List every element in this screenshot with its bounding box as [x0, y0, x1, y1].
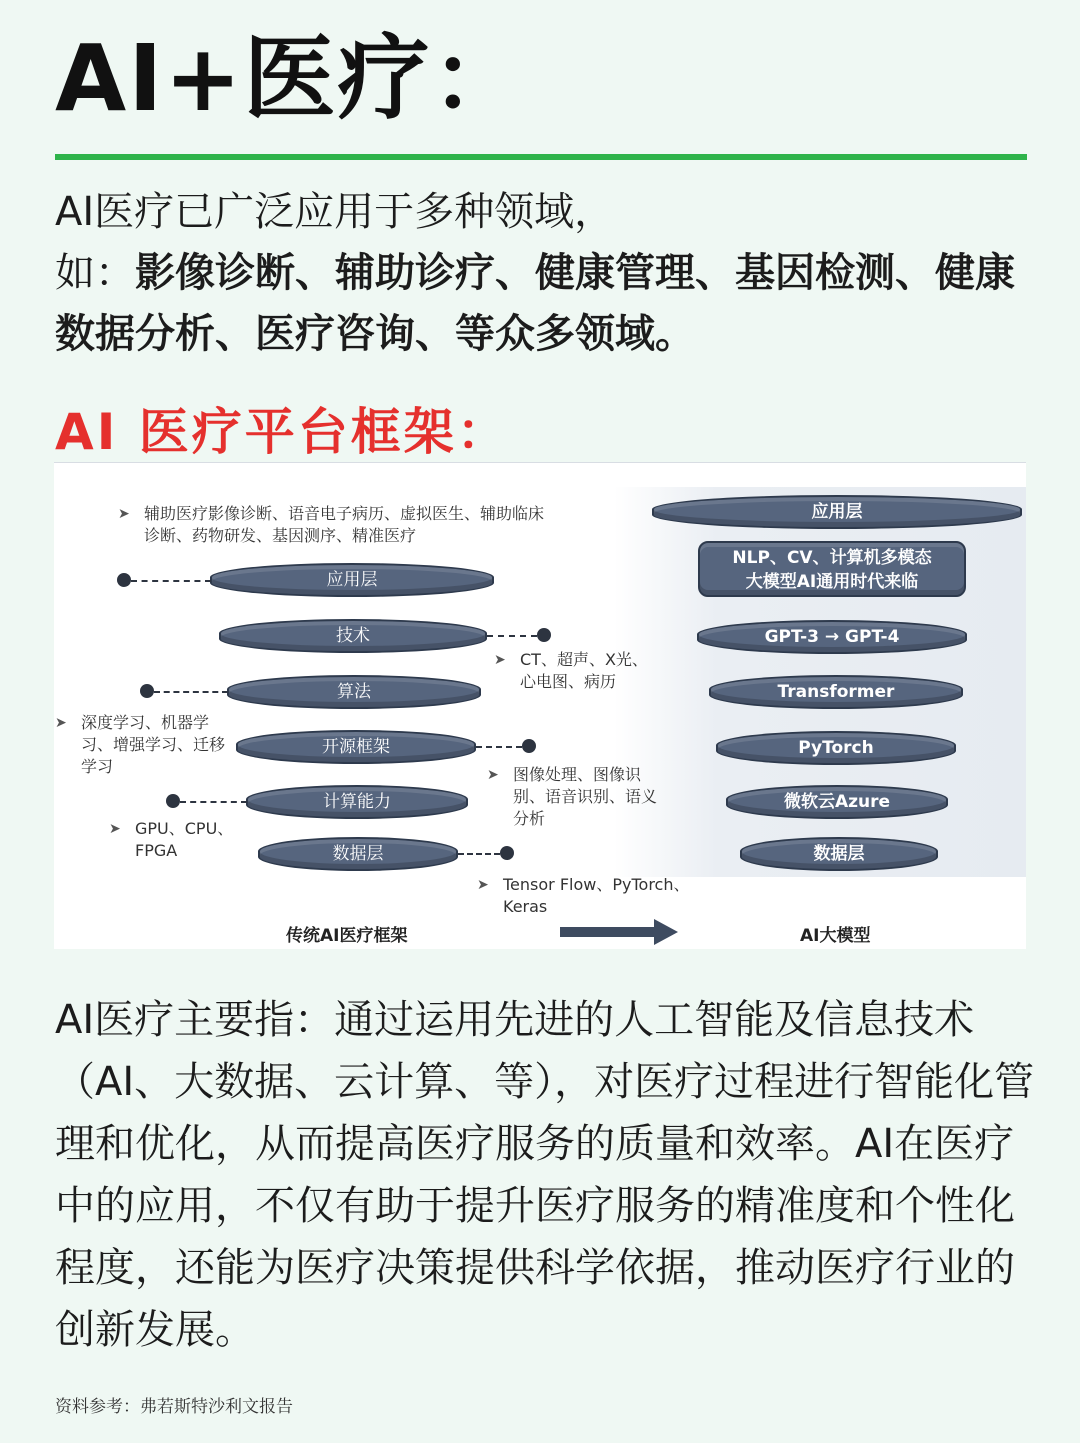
leader-line	[154, 691, 228, 693]
leader-line	[180, 801, 247, 803]
leader-line	[458, 853, 500, 855]
note-compute	[109, 818, 235, 862]
note-compute-text: GPU、CPU、FPGA	[135, 819, 234, 860]
leader-line	[487, 635, 537, 637]
trad-layer-data: 数据层	[258, 837, 458, 871]
note-algorithm-text: 深度学习、机器学习、增强学习、迁移学习	[81, 713, 226, 776]
leader-dot	[140, 684, 154, 698]
leader-dot	[117, 573, 131, 587]
note-arrow-icon: ➤	[477, 877, 489, 893]
intro-prefix: 如：	[55, 250, 135, 296]
note-data-text: Tensor Flow、PyTorch、Keras	[503, 875, 690, 916]
traditional-caption: 传统AI医疗框架	[286, 926, 408, 946]
ai-layer-azure: 微软云Azure	[726, 785, 948, 819]
intro-paragraph	[55, 182, 1035, 365]
note-data	[477, 874, 699, 918]
intro-fields	[55, 243, 1035, 365]
note-arrow-icon: ➤	[494, 652, 506, 668]
note-algorithm	[55, 712, 226, 778]
ai-layer-multimodal-line1: NLP、CV、计算机多模态	[732, 548, 932, 568]
transition-arrow-icon	[560, 919, 678, 945]
trad-layer-compute: 计算能力	[246, 785, 468, 819]
ai-layer-data: 数据层	[740, 837, 938, 871]
trad-layer-algorithm: 算法	[227, 675, 481, 709]
note-application	[118, 503, 545, 547]
ai-layer-multimodal	[698, 541, 966, 597]
trad-layer-application: 应用层	[210, 563, 494, 597]
note-technology	[494, 649, 658, 693]
intro-field-list: 影像诊断、辅助诊疗、健康管理、基因检测、健康数据分析、医疗咨询、等众多领域。	[55, 250, 1015, 357]
source-note: 资料参考：弗若斯特沙利文报告	[55, 1397, 293, 1417]
note-arrow-icon: ➤	[55, 715, 67, 731]
section-title: AI 医疗平台框架：	[55, 403, 510, 461]
trad-layer-framework: 开源框架	[236, 730, 476, 764]
title-divider	[55, 154, 1027, 160]
leader-line	[131, 580, 211, 582]
note-arrow-icon: ➤	[109, 821, 121, 837]
leader-dot	[537, 628, 551, 642]
body-paragraph: AI医疗主要指：通过运用先进的人工智能及信息技术（AI、大数据、云计算、等），对医疗过程进行智能化管理和优化，从而提高医疗服务的质量和效率。AI在医疗中的应用，不仅有助于提升医疗服务的精准度和个性化程度，还能为医疗决策提供科学依据，推动医疗行业的创新发展。	[55, 997, 1035, 1353]
ai-layer-transformer: Transformer	[709, 675, 963, 709]
leader-dot	[166, 794, 180, 808]
intro-line: AI医疗已广泛应用于多种领域，	[55, 189, 615, 235]
note-application-text: 辅助医疗影像诊断、语音电子病历、虚拟医生、辅助临床诊断、药物研发、基因测序、精准医疗	[144, 504, 545, 545]
leader-dot	[500, 846, 514, 860]
page-title: AI+医疗：	[55, 25, 526, 132]
leader-line	[476, 746, 522, 748]
ai-model-caption: AI大模型	[800, 926, 871, 946]
leader-dot	[522, 739, 536, 753]
note-arrow-icon: ➤	[118, 506, 130, 522]
ai-layer-application: 应用层	[652, 495, 1022, 529]
trad-layer-technology: 技术	[219, 619, 487, 653]
note-framework-text: 图像处理、图像识别、语音识别、语义分析	[513, 765, 658, 828]
ai-layer-gpt: GPT-3 → GPT-4	[697, 620, 967, 654]
ai-layer-multimodal-line2: 大模型AI通用时代来临	[745, 572, 919, 592]
note-framework	[487, 764, 659, 830]
ai-layer-pytorch: PyTorch	[716, 731, 956, 765]
note-technology-text: CT、超声、X光、心电图、病历	[520, 650, 648, 691]
note-arrow-icon: ➤	[487, 767, 499, 783]
framework-diagram	[54, 462, 1026, 949]
